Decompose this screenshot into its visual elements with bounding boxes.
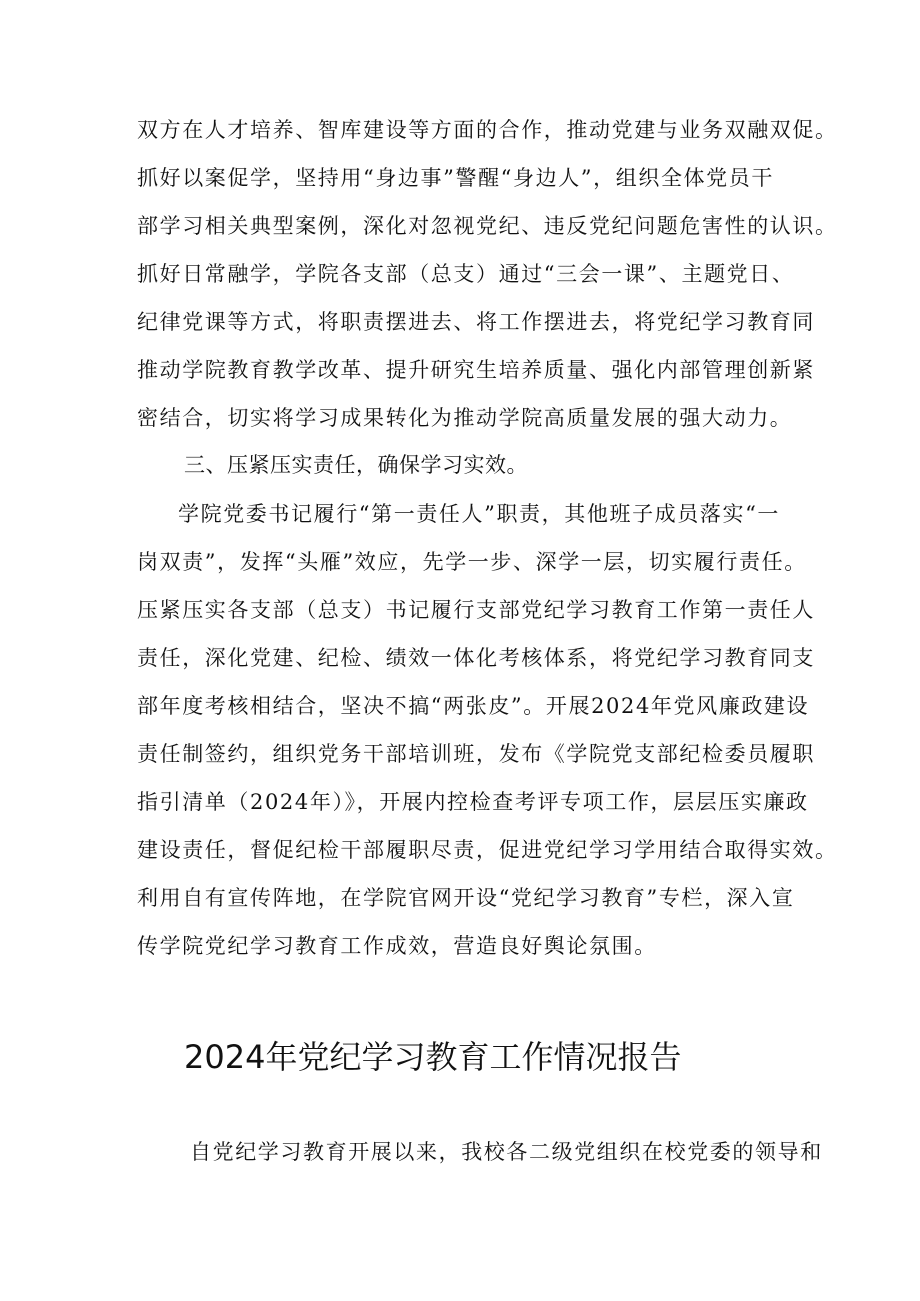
report-title: 2024年党纪学习教育工作情况报告 bbox=[184, 1038, 682, 1076]
paragraph-line: 部学习相关典型案例，深化对忽视党纪、违反党纪问题危害性的认识。 bbox=[137, 214, 838, 238]
section-heading: 三、压紧压实责任，确保学习实效。 bbox=[184, 453, 528, 477]
paragraph-line: 自党纪学习教育开展以来，我校各二级党组织在校党委的领导和 bbox=[190, 1140, 823, 1164]
paragraph-line: 部年度考核相结合，坚决不搞“两张皮”。开展2024年党风廉政建设 bbox=[137, 694, 810, 718]
paragraph-line: 双方在人才培养、智库建设等方面的合作，推动党建与业务双融双促。 bbox=[137, 118, 838, 142]
paragraph-line: 指引清单（2024年）》，开展内控检查考评专项工作，层层压实廉政 bbox=[137, 790, 809, 814]
paragraph-line: 建设责任，督促纪检干部履职尽责，促进党纪学习学用结合取得实效。 bbox=[137, 838, 838, 862]
paragraph-line: 岗双责”，发挥“头雁”效应，先学一步、深学一层，切实履行责任。 bbox=[137, 550, 807, 574]
paragraph-line: 抓好以案促学，坚持用“身边事”警醒“身边人”，组织全体党员干 bbox=[137, 166, 774, 190]
paragraph-line: 学院党委书记履行“第一责任人”职责，其他班子成员落实“一 bbox=[178, 502, 781, 526]
paragraph-line: 压紧压实各支部（总支）书记履行支部党纪学习教育工作第一责任人 bbox=[137, 598, 815, 622]
paragraph-line: 纪律党课等方式，将职责摆进去、将工作摆进去，将党纪学习教育同 bbox=[137, 310, 815, 334]
paragraph-line: 责任制签约，组织党务干部培训班，发布《学院党支部纪检委员履职 bbox=[137, 742, 815, 766]
paragraph-line: 传学院党纪学习教育工作成效，营造良好舆论氛围。 bbox=[137, 934, 657, 958]
paragraph-line: 利用自有宣传阵地，在学院官网开设“党纪学习教育”专栏，深入宣 bbox=[137, 886, 795, 910]
paragraph-line: 责任，深化党建、纪检、绩效一体化考核体系，将党纪学习教育同支 bbox=[137, 646, 815, 670]
paragraph-line: 推动学院教育教学改革、提升研究生培养质量、强化内部管理创新紧 bbox=[137, 358, 815, 382]
paragraph-line: 密结合，切实将学习成果转化为推动学院高质量发展的强大动力。 bbox=[137, 406, 793, 430]
paragraph-line: 抓好日常融学，学院各支部（总支）通过“三会一课”、主题党日、 bbox=[137, 262, 795, 286]
